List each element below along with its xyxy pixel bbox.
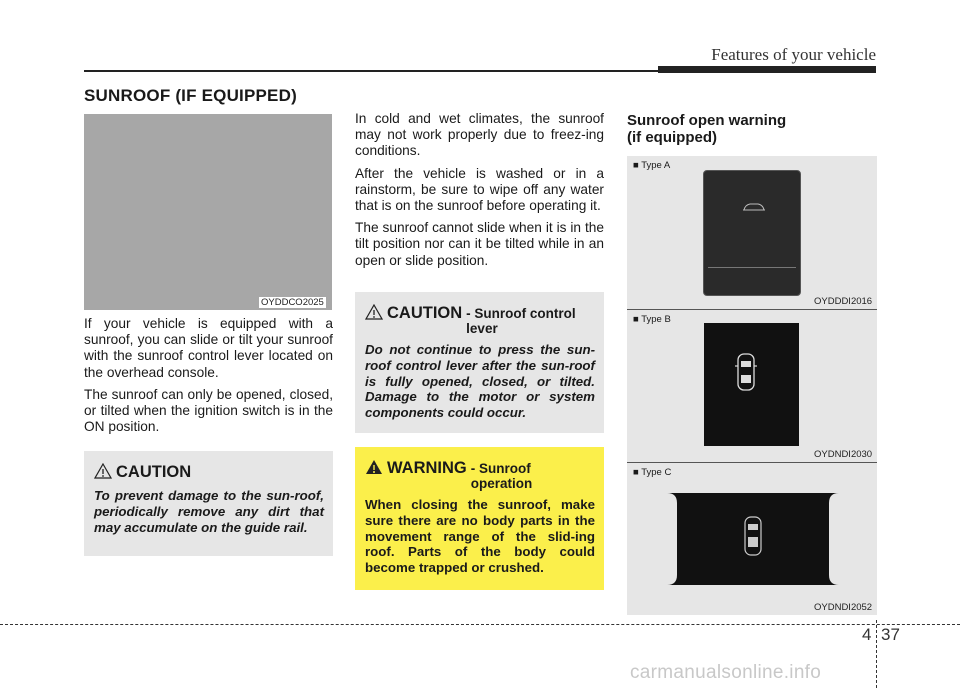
panel-type-a bbox=[627, 156, 877, 309]
section-title: SUNROOF (IF EQUIPPED) bbox=[84, 86, 297, 105]
caution-subtitle: - Sunroof control lever bbox=[466, 306, 576, 336]
caution-box-control-lever bbox=[355, 292, 604, 433]
sunroof-photo bbox=[84, 114, 332, 310]
car-top-view-icon bbox=[735, 352, 757, 392]
caution-title: CAUTION bbox=[387, 304, 463, 322]
cluster-display bbox=[667, 491, 839, 587]
caution-text: Do not continue to press the sun-roof control lever after the sun-roof is fully opened, closed, or tilted. Damage to the motor or system components could occur. bbox=[365, 342, 595, 421]
image-code: OYDDCO2025 bbox=[261, 297, 324, 308]
image-code: OYDDDI2016 bbox=[814, 296, 873, 307]
subsection-title: Sunroof open warning (if equipped) bbox=[627, 112, 787, 146]
warning-triangle-icon bbox=[94, 463, 112, 479]
cluster-display bbox=[703, 170, 801, 296]
paragraph: The sunroof cannot slide when it is in the tilt position nor can it be tilted while in an open or slide position. bbox=[355, 220, 604, 268]
warning-text: When closing the sunroof, make sure there are no body parts in the movement range of the slid-ing roof. Parts of the body could become trapped or crushed. bbox=[365, 497, 595, 576]
middle-body-text bbox=[355, 111, 604, 275]
warning-triangle-icon bbox=[365, 304, 383, 320]
warning-title: WARNING bbox=[387, 459, 467, 477]
warning-triangle-icon bbox=[365, 459, 383, 475]
paragraph: If your vehicle is equipped with a sunroof, you can slide or tilt your sunroof with the sunroof control lever located on the overhead console. bbox=[84, 316, 333, 380]
caution-box-guide-rail bbox=[84, 451, 333, 556]
panel-type-b bbox=[627, 310, 877, 462]
paragraph: In cold and wet climates, the sunroof may not work properly due to freez-ing conditions. bbox=[355, 111, 604, 159]
page-number: 37 bbox=[881, 625, 900, 644]
watermark: carmanualsonline.info bbox=[630, 662, 822, 683]
running-header: Features of your vehicle bbox=[711, 45, 876, 64]
paragraph: After the vehicle is washed or in a rainstorm, be sure to wipe off any water that is on the sunroof before operating it. bbox=[355, 165, 604, 214]
footer-rule bbox=[0, 624, 960, 625]
car-sunroof-icon bbox=[742, 201, 766, 213]
warning-subtitle: - Sunroof operation bbox=[470, 461, 533, 491]
header-rule bbox=[84, 70, 876, 72]
caution-title: CAUTION bbox=[116, 463, 192, 481]
panel-label: ■ Type C bbox=[633, 467, 672, 478]
image-code: OYDNDI2052 bbox=[814, 602, 873, 613]
caution-text: To prevent damage to the sun-roof, periodically remove any dirt that may accumulate on the guide rail. bbox=[94, 488, 324, 535]
warning-box-sunroof-operation bbox=[355, 447, 604, 590]
panel-type-c bbox=[627, 463, 877, 615]
panel-label: ■ Type A bbox=[633, 160, 671, 171]
paragraph: The sunroof can only be opened, closed, or tilted when the ignition switch is in the ON position. bbox=[84, 386, 333, 435]
chapter-number: 4 bbox=[862, 625, 872, 644]
left-body-text bbox=[84, 316, 333, 441]
image-code: OYDNDI2030 bbox=[814, 449, 873, 460]
panel-label: ■ Type B bbox=[633, 314, 671, 325]
cluster-display bbox=[704, 323, 799, 446]
